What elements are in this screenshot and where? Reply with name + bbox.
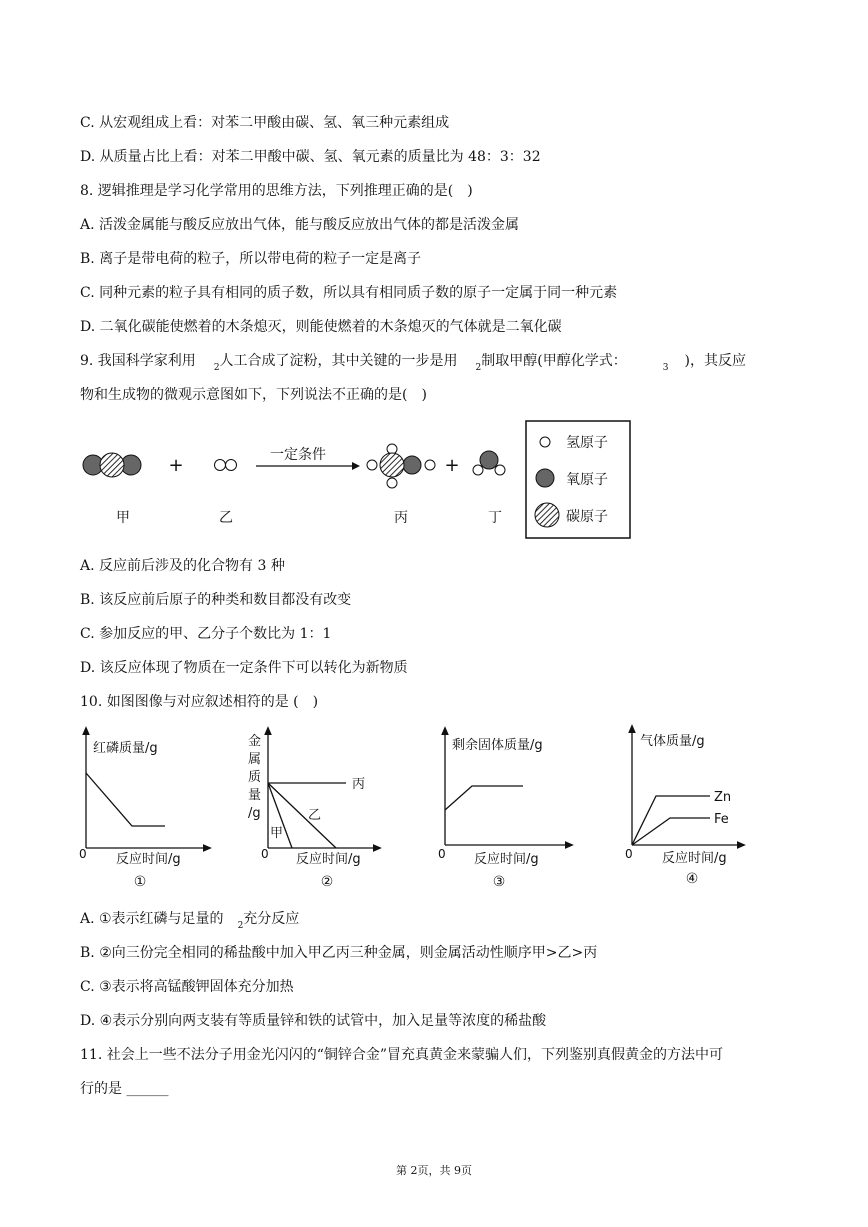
q8-option-b: B. 离子是带电荷的粒子，所以带电荷的粒子一定是离子: [80, 251, 422, 267]
page-footer: 第 2页，共 9页: [396, 1164, 472, 1177]
graph-2-ylabel-1: 金: [248, 734, 262, 749]
q7-option-d: D. 从质量占比上看：对苯二甲酸中碳、氢、氧元素的质量比为 48：3：32: [80, 149, 541, 165]
legend-carbon: 碳原子: [566, 509, 608, 525]
label-bing: 丙: [394, 510, 408, 526]
graph-1-xlabel: 反应时间/g: [116, 852, 181, 867]
q10-stem: 10. 如图图像与对应叙述相符的是 ( ): [80, 694, 319, 710]
q10-option-a-part1: A. ①表示红磷与足量的: [80, 911, 224, 927]
plus-sign-1: +: [168, 455, 184, 476]
q9-sub1: 2: [213, 363, 220, 373]
q11-stem-line1: 11. 社会上一些不法分子用金光闪闪的“铜锌合金”冒充真黄金来蒙骗人们，下列鉴别真假黄金的方法中可: [80, 1047, 724, 1063]
legend-oxygen: 氧原子: [566, 472, 608, 488]
graph-2-label-yi: 乙: [308, 808, 322, 823]
q7-option-c: C. 从宏观组成上看：对苯二甲酸由碳、氢、氧三种元素组成: [80, 115, 450, 131]
graph-1-number: ①: [133, 874, 147, 890]
graph-1-origin: 0: [79, 847, 87, 861]
graph-1: [79, 730, 208, 890]
q10-option-a-part2: 充分反应: [243, 911, 300, 927]
q8-stem: 8. 逻辑推理是学习化学常用的思维方法，下列推理正确的是( ): [80, 183, 473, 199]
label-yi: 乙: [219, 510, 233, 526]
graph-1-ylabel: 红磷质量/g: [93, 741, 158, 756]
graph-2-xlabel: 反应时间/g: [296, 852, 361, 867]
graph-4-xlabel: 反应时间/g: [662, 851, 727, 866]
q9-stem-part1: 9. 我国科学家利用: [80, 353, 196, 369]
q9-sub2: 2: [475, 363, 482, 373]
reaction-condition: 一定条件: [270, 447, 326, 463]
graph-2-ylabel-2: 属: [248, 752, 262, 767]
label-jia: 甲: [116, 510, 130, 526]
q11-stem-line2: 行的是 ______: [80, 1081, 169, 1097]
q9-stem-part4: )，其反应: [684, 353, 746, 369]
q10-option-c: C. ③表示将高锰酸钾固体充分加热: [80, 979, 294, 995]
graph-3-curve: [445, 786, 523, 810]
q8-option-d: D. 二氧化碳能使燃着的木条熄灭，则能使燃着的木条熄灭的气体就是二氧化碳: [80, 319, 562, 335]
graph-2-origin: 0: [261, 847, 269, 861]
graph-3-number: ③: [492, 874, 506, 890]
q8-option-c: C. 同种元素的粒子具有相同的质子数，所以具有相同质子数的原子一定属于同一种元素: [80, 285, 618, 301]
q10-option-b: B. ②向三份完全相同的稀盐酸中加入甲乙丙三种金属，则金属活动性顺序甲>乙>丙: [80, 945, 598, 961]
q9-stem-part3: 制取甲醇(甲醇化学式：: [481, 353, 627, 369]
graph-2-label-bing: 丙: [352, 777, 366, 792]
q9-sub3: 3: [662, 363, 669, 373]
graph-4-label-fe: Fe: [714, 812, 729, 827]
graph-2-ylabel-3: 质: [248, 770, 262, 785]
q9-option-c: C. 参加反应的甲、乙分子个数比为 1：1: [80, 626, 332, 642]
graph-2-ylabel-4: 量: [248, 788, 262, 803]
graph-3-ylabel: 剩余固体质量/g: [452, 738, 543, 753]
q10-option-a: [80, 910, 299, 930]
graph-4-number: ④: [685, 871, 699, 887]
graph-2-number: ②: [320, 874, 334, 890]
graph-4-label-zn: Zn: [714, 790, 732, 805]
graph-3: [438, 730, 570, 890]
q9-option-b: B. 该反应前后原子的种类和数目都没有改变: [80, 592, 352, 608]
q9-stem-line2: 物和生成物的微观示意图如下，下列说法不正确的是( ): [80, 387, 427, 403]
q9-option-d: D. 该反应体现了物质在一定条件下可以转化为新物质: [80, 660, 408, 676]
graph-2: [248, 730, 378, 890]
graph-1-curve: [86, 773, 165, 826]
graph-2-label-jia: 甲: [270, 826, 284, 841]
legend-hydrogen: 氢原子: [566, 435, 608, 451]
plus-sign-2: +: [444, 455, 460, 476]
q10-option-a-sub: 2: [237, 921, 244, 931]
graph-4-line-zn: [632, 796, 710, 845]
graph-4: [625, 728, 742, 887]
label-ding: 丁: [488, 510, 502, 526]
graph-3-xlabel: 反应时间/g: [474, 852, 539, 867]
q9-option-a: A. 反应前后涉及的化合物有 3 种: [80, 558, 285, 574]
q9-stem-part2: 人工合成了淀粉，其中关键的一步是用: [219, 353, 458, 369]
graph-2-ylabel-5: /g: [248, 806, 261, 821]
graph-4-origin: 0: [625, 847, 633, 861]
q8-option-a: A. 活泼金属能与酸反应放出气体，能与酸反应放出气体的都是活泼金属: [80, 217, 520, 233]
q10-option-d: D. ④表示分别向两支装有等质量锌和铁的试管中，加入足量等浓度的稀盐酸: [80, 1013, 547, 1029]
graph-4-ylabel: 气体质量/g: [640, 734, 705, 749]
graph-3-origin: 0: [438, 847, 446, 861]
